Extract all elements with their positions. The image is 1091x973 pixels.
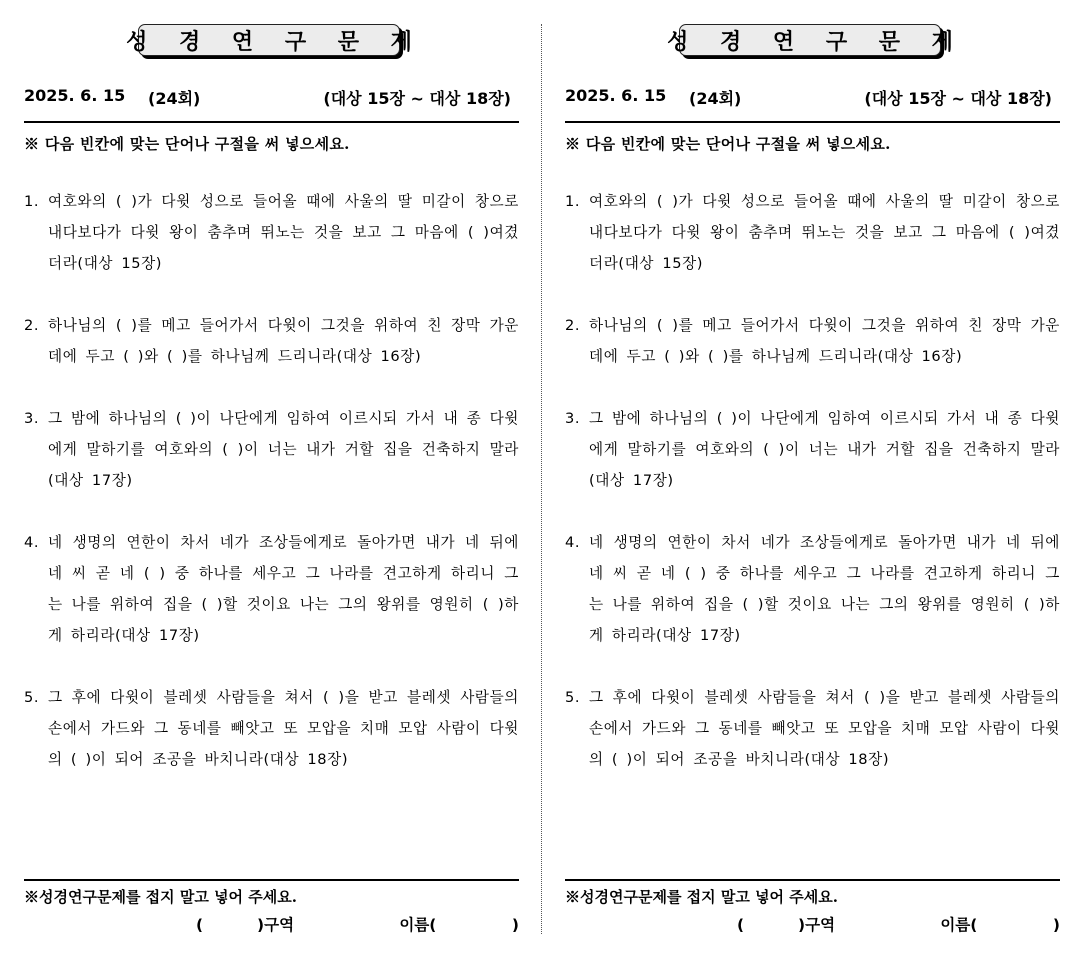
question-text: 그 밤에 하나님의 ( )이 나단에게 임하여 이르시되 가서 내 종 다윗에게 말하기를 여호와의 ( )이 너는 내가 거할 집을 건축하지 말라(대상 17장) bbox=[48, 410, 519, 489]
header-rule bbox=[24, 121, 519, 123]
district-field: ( )구역 bbox=[196, 916, 295, 934]
instruction: ※ 다음 빈칸에 맞는 단어나 구절을 써 넣으세요. bbox=[565, 135, 891, 153]
question-item bbox=[24, 527, 519, 651]
footer-note: ※성경연구문제를 접지 말고 넣어 주세요. bbox=[565, 888, 838, 906]
question-item bbox=[24, 682, 519, 775]
question-number: 4. bbox=[24, 534, 40, 551]
center-cut-line bbox=[541, 24, 542, 934]
question-item bbox=[24, 310, 519, 372]
question-item bbox=[24, 186, 519, 279]
worksheet-left bbox=[24, 0, 519, 973]
question-item bbox=[565, 527, 1060, 651]
question-text: 그 후에 다윗이 블레셋 사람들을 쳐서 ( )을 받고 블레셋 사람들의 손에서 가드와 그 동네를 빼앗고 또 모압을 치매 모압 사람이 다윗의 ( )이 되어 조공을 바치니라(대상 18장) bbox=[48, 689, 519, 768]
question-number: 1. bbox=[24, 193, 40, 210]
question-text: 그 후에 다윗이 블레셋 사람들을 쳐서 ( )을 받고 블레셋 사람들의 손에서 가드와 그 동네를 빼앗고 또 모압을 치매 모압 사람이 다윗의 ( )이 되어 조공을 바치니라(대상 18장) bbox=[589, 689, 1060, 768]
session-number: (24회) bbox=[689, 89, 742, 108]
page-title: 성 경 연 구 문 제 bbox=[126, 28, 424, 55]
header-rule bbox=[565, 121, 1060, 123]
chapter-range: (대상 15장 ~ 대상 18장) bbox=[864, 89, 1052, 108]
footer-note: ※성경연구문제를 접지 말고 넣어 주세요. bbox=[24, 888, 297, 906]
date-row bbox=[24, 86, 519, 110]
title-box bbox=[667, 24, 965, 56]
title-wrap bbox=[24, 24, 519, 60]
date: 2025. 6. 15 bbox=[565, 86, 667, 105]
question-number: 2. bbox=[24, 317, 40, 334]
name-field: 이름( ) bbox=[399, 916, 519, 934]
title-box bbox=[126, 24, 424, 56]
question-number: 3. bbox=[565, 410, 581, 427]
signature-row bbox=[565, 913, 1060, 935]
instruction: ※ 다음 빈칸에 맞는 단어나 구절을 써 넣으세요. bbox=[24, 135, 350, 153]
question-list bbox=[24, 186, 519, 806]
chapter-range: (대상 15장 ~ 대상 18장) bbox=[323, 89, 511, 108]
question-item bbox=[24, 403, 519, 496]
question-text: 여호와의 ( )가 다윗 성으로 들어올 때에 사울의 딸 미갈이 창으로 내다보다가 다윗 왕이 춤추며 뛰노는 것을 보고 그 마음에 ( )여겼더라(대상 15장) bbox=[48, 193, 519, 272]
question-item bbox=[565, 186, 1060, 279]
question-number: 3. bbox=[24, 410, 40, 427]
question-text: 여호와의 ( )가 다윗 성으로 들어올 때에 사울의 딸 미갈이 창으로 내다보다가 다윗 왕이 춤추며 뛰노는 것을 보고 그 마음에 ( )여겼더라(대상 15장) bbox=[589, 193, 1060, 272]
worksheet-right bbox=[565, 0, 1060, 973]
question-number: 5. bbox=[24, 689, 40, 706]
district-field: ( )구역 bbox=[737, 916, 836, 934]
question-list bbox=[565, 186, 1060, 806]
title-wrap bbox=[565, 24, 1060, 60]
date: 2025. 6. 15 bbox=[24, 86, 126, 105]
date-row bbox=[565, 86, 1060, 110]
signature-row bbox=[24, 913, 519, 935]
question-text: 하나님의 ( )를 메고 들어가서 다윗이 그것을 위하여 친 장막 가운데에 두고 ( )와 ( )를 하나님께 드리니라(대상 16장) bbox=[589, 317, 1060, 365]
question-text: 네 생명의 연한이 차서 네가 조상들에게로 돌아가면 내가 네 뒤에 네 씨 곧 네 ( ) 중 하나를 세우고 그 나라를 견고하게 하리니 그는 나를 위하여 집을 ( )할 것이요 나는 그의 왕위를 영원히 ( )하게 하리라(대상 17장) bbox=[589, 534, 1060, 644]
question-item bbox=[565, 682, 1060, 775]
page-title: 성 경 연 구 문 제 bbox=[667, 28, 965, 55]
question-text: 그 밤에 하나님의 ( )이 나단에게 임하여 이르시되 가서 내 종 다윗에게 말하기를 여호와의 ( )이 너는 내가 거할 집을 건축하지 말라(대상 17장) bbox=[589, 410, 1060, 489]
footer-rule bbox=[565, 879, 1060, 881]
name-field: 이름( ) bbox=[940, 916, 1060, 934]
question-number: 5. bbox=[565, 689, 581, 706]
footer-rule bbox=[24, 879, 519, 881]
session-number: (24회) bbox=[148, 89, 201, 108]
question-number: 2. bbox=[565, 317, 581, 334]
question-text: 네 생명의 연한이 차서 네가 조상들에게로 돌아가면 내가 네 뒤에 네 씨 곧 네 ( ) 중 하나를 세우고 그 나라를 견고하게 하리니 그는 나를 위하여 집을 ( )할 것이요 나는 그의 왕위를 영원히 ( )하게 하리라(대상 17장) bbox=[48, 534, 519, 644]
question-number: 1. bbox=[565, 193, 581, 210]
question-item bbox=[565, 403, 1060, 496]
question-item bbox=[565, 310, 1060, 372]
question-number: 4. bbox=[565, 534, 581, 551]
question-text: 하나님의 ( )를 메고 들어가서 다윗이 그것을 위하여 친 장막 가운데에 두고 ( )와 ( )를 하나님께 드리니라(대상 16장) bbox=[48, 317, 519, 365]
